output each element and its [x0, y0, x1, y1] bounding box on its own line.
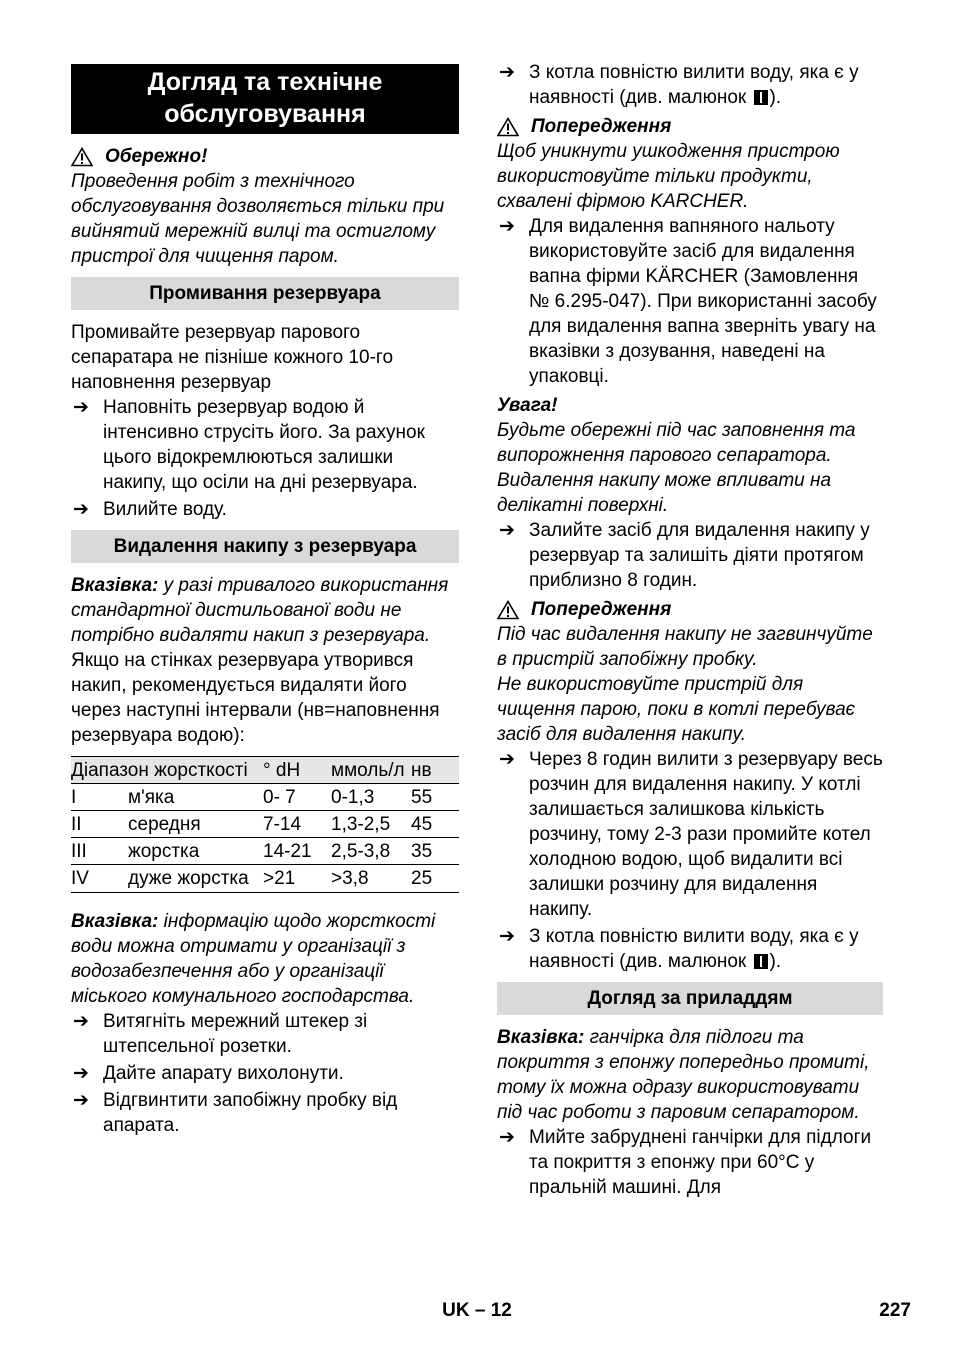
arrow-right-icon: ➔	[73, 1011, 89, 1032]
table-cell: дуже жорстка	[128, 865, 263, 893]
table-cell: II	[71, 811, 128, 838]
table-row	[71, 865, 459, 893]
left-column	[71, 60, 459, 1140]
warning-triangle-icon	[497, 117, 519, 137]
warning-text: Не використовуйте пристрій для чищення парою, поки в котлі перебуває засіб для видалення накипу.	[497, 674, 856, 745]
table-cell: 2,5-3,8	[331, 838, 411, 865]
table-cell: I	[71, 784, 128, 811]
list-item: ➔ Через 8 годин вилити з резервуару весь розчин для видалення накипу. У котлі залишається залишкова кількість розчину, тому 2-3 рази промийте котел холодною водою, щоб видалити всі залишки розчину для видалення накипу.	[499, 749, 883, 920]
table-header-cell: ° dH	[263, 757, 331, 784]
table-cell: 25	[411, 865, 459, 893]
table-header-cell: ммоль/л	[331, 757, 411, 784]
arrow-right-icon: ➔	[73, 397, 89, 418]
list-item: ➔ Витягніть мережний штекер зі штепсельної розетки.	[73, 1011, 368, 1057]
figure-reference-icon	[754, 954, 768, 969]
tank-rinse-list	[71, 395, 459, 522]
attention-text: Будьте обережні під час заповнення та випорожнення парового сепаратора. Видалення накипу може впливати на делікатні поверхні.	[497, 420, 856, 516]
note-paragraph: Вказівка: у разі тривалого використання стандартної дистильованої води не потрібно видаляти накип з резервуара.	[71, 575, 449, 646]
tank-rinse-text: Промивайте резервуар парового сепаратара не пізніше кожного 10-го наповнення резервуар	[71, 322, 394, 393]
section-heading-tank-rinse: Промивання резервуара	[71, 277, 459, 310]
table-cell: IV	[71, 865, 128, 893]
warning-heading	[497, 114, 883, 139]
list-item: ➔ Дайте апарату вихолонути.	[73, 1063, 344, 1084]
note-label: Вказівка:	[71, 575, 159, 596]
table-cell: середня	[128, 811, 263, 838]
descaling-text: Якщо на стінках резервуара утворився накип, рекомендується видаляти його через наступні інтервали (нв=наповнення резервуара водою):	[71, 650, 440, 746]
after-list	[497, 747, 883, 974]
arrow-right-icon: ➔	[73, 1090, 89, 1111]
figure-reference-icon	[754, 90, 768, 105]
note-paragraph: Вказівка: ганчірка для підлоги та покриття з епонжу попередньо промиті, тому їх можна одразу використовувати під час роботи з паровим сепаратором.	[497, 1027, 870, 1123]
table-cell: 1,3-2,5	[331, 811, 411, 838]
list-item: ➔ Вилийте воду.	[73, 499, 227, 520]
list-item: ➔ Мийте забруднені ганчірки для підлоги та покриття з епонжу при 60°C у пральній машині. Для	[499, 1127, 872, 1198]
table-cell: III	[71, 838, 128, 865]
section-heading-accessories: Догляд за приладдям	[497, 982, 883, 1015]
warning-triangle-icon	[497, 600, 519, 620]
table-header-cell: Діапазон жорсткості	[71, 757, 263, 784]
table-cell: 7-14	[263, 811, 331, 838]
caution-text: Проведення робіт з технічного обслуговування дозволяється тільки при вийнятий мережній вилці та остиглому пристрої для чищення паром.	[71, 171, 445, 267]
table-cell: 45	[411, 811, 459, 838]
warning-label: Попередження	[531, 116, 672, 137]
warning-heading	[497, 597, 883, 622]
note-paragraph: Вказівка: інформацію щодо жорсткості води можна отримати у організації з водозабезпечення або у організації міського комунального господарства.	[71, 911, 436, 1007]
page-number: 227	[879, 1300, 911, 1321]
fill-list	[497, 518, 883, 593]
table-cell: 55	[411, 784, 459, 811]
warning-text: Під час видалення накипу не загвинчуйте в пристрій запобіжну пробку.	[497, 624, 873, 670]
arrow-right-icon: ➔	[499, 926, 515, 947]
descaling-steps-list	[71, 1009, 459, 1138]
warning-label: Попередження	[531, 599, 672, 620]
arrow-right-icon: ➔	[499, 520, 515, 541]
page-label: UK – 12	[442, 1300, 512, 1321]
table-cell: жорстка	[128, 838, 263, 865]
table-row	[71, 784, 459, 811]
list-item: ➔ Наповніть резервуар водою й інтенсивно струсіть його. За рахунок цього відокремлюються залишки накипу, що осіли на дні резервуара.	[73, 397, 425, 493]
table-cell: м'яка	[128, 784, 263, 811]
caution-label: Обережно!	[105, 146, 208, 167]
note-label: Вказівка:	[71, 911, 159, 932]
table-cell: 35	[411, 838, 459, 865]
section-heading-descaling: Видалення накипу з резервуара	[71, 530, 459, 563]
descaler-list	[497, 214, 883, 389]
table-cell: 14-21	[263, 838, 331, 865]
arrow-right-icon: ➔	[499, 216, 515, 237]
hardness-table	[71, 756, 459, 893]
list-item: ➔ З котла повністю вилити воду, яка є у наявності (див. малюнок ).	[499, 62, 859, 108]
wash-list	[497, 1125, 883, 1200]
warning-text: Щоб уникнути ушкодження пристрою використовуйте тільки продукти, схвалені фірмою KARCHER.	[497, 141, 840, 212]
list-item: ➔ З котла повністю вилити воду, яка є у наявності (див. малюнок ).	[499, 926, 859, 972]
note-label: Вказівка:	[497, 1027, 585, 1048]
list-item: ➔ Залийте засіб для видалення накипу у резервуар та залишіть діяти протягом приблизно 8 годин.	[499, 520, 870, 591]
pour-list	[497, 60, 883, 110]
table-header-row	[71, 757, 459, 784]
table-row	[71, 811, 459, 838]
list-item: ➔ Для видалення вапняного нальоту використовуйте засіб для видалення вапна фірми KÄRCHER (Замовлення № 6.295-047). При використанні засобу для видалення вапна зверніть увагу на вказівки з дозування, наведені на упаковці.	[499, 216, 877, 387]
right-column	[497, 60, 883, 1202]
page-title: Догляд та технічне обслуговування	[71, 64, 459, 134]
list-item: ➔ Відгвинтити запобіжну пробку від апарата.	[73, 1090, 398, 1136]
table-cell: >21	[263, 865, 331, 893]
arrow-right-icon: ➔	[73, 1063, 89, 1084]
arrow-right-icon: ➔	[73, 499, 89, 520]
table-cell: 0- 7	[263, 784, 331, 811]
arrow-right-icon: ➔	[499, 749, 515, 770]
caution-heading	[71, 144, 459, 169]
arrow-right-icon: ➔	[499, 1127, 515, 1148]
table-row	[71, 838, 459, 865]
arrow-right-icon: ➔	[499, 62, 515, 83]
table-cell: >3,8	[331, 865, 411, 893]
table-header-cell: нв	[411, 757, 459, 784]
warning-triangle-icon	[71, 147, 93, 167]
attention-heading: Увага!	[497, 395, 558, 416]
table-cell: 0-1,3	[331, 784, 411, 811]
